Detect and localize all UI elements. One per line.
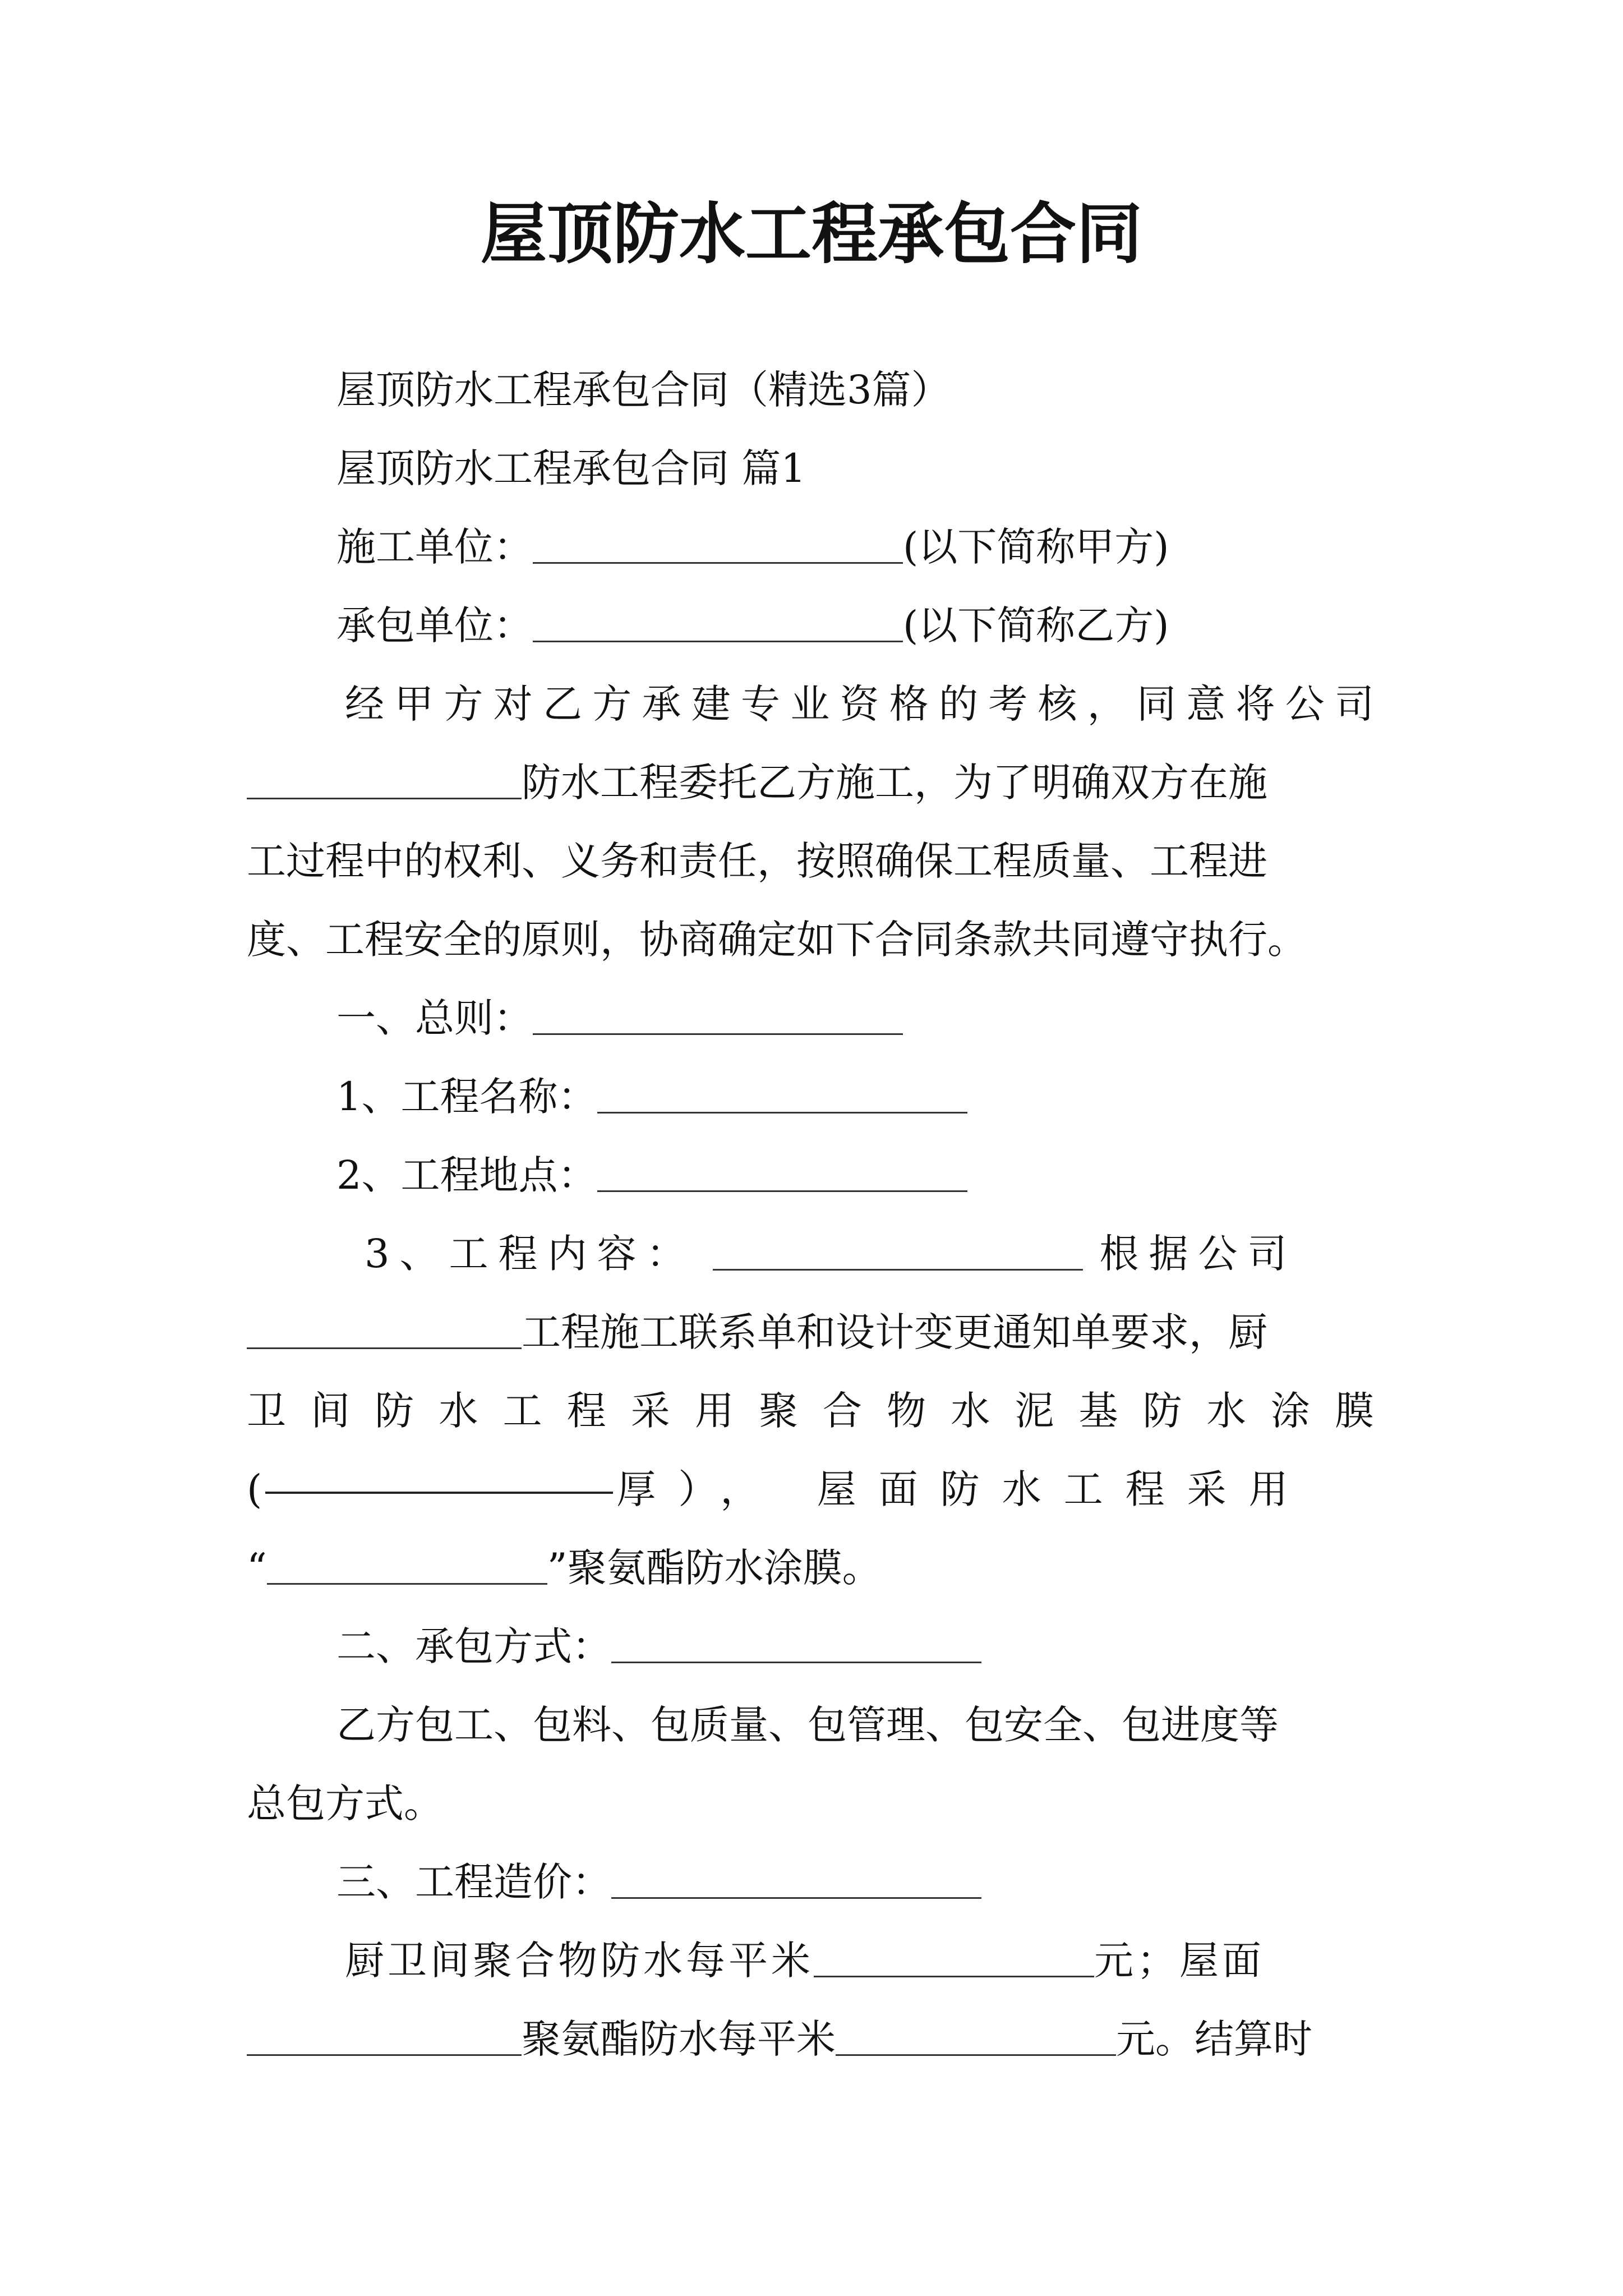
section2-heading: 二、承包方式： bbox=[336, 1623, 611, 1669]
document-title: 屋顶防水工程承包合同 bbox=[480, 195, 1142, 273]
section2-text-line-1 bbox=[247, 1688, 1374, 1761]
contractor-unit-row bbox=[247, 589, 1374, 662]
intro-line-4-text: 度、工程安全的原则，协商确定如下合同条款共同遵守执行。 bbox=[247, 917, 1307, 963]
thickness-dash-blank bbox=[265, 1492, 613, 1494]
intro-line-1 bbox=[247, 668, 1374, 740]
open-quote: “ bbox=[247, 1545, 267, 1591]
project-name-label: 1、工程名称： bbox=[336, 1074, 597, 1120]
intro-line-3-text: 工过程中的权利、义务和责任，按照确保工程质量、工程进 bbox=[247, 838, 1267, 884]
part-subtitle bbox=[247, 432, 1374, 505]
project-content-row bbox=[247, 1217, 1374, 1290]
price-line-2-text-b: 元。结算时 bbox=[1116, 2016, 1312, 2062]
price-line-1-text-a: 厨卫间聚合物防水每平米 bbox=[345, 1938, 814, 1984]
company-project-blank bbox=[247, 762, 522, 799]
project-content-line-2-text: 工程施工联系单和设计变更通知单要求，厨 bbox=[522, 1309, 1267, 1355]
section3-heading: 三、工程造价： bbox=[336, 1859, 611, 1905]
project-content-line-4 bbox=[247, 1453, 1374, 1526]
project-content-line-5-text: ”聚氨酯防水涂膜。 bbox=[547, 1545, 882, 1591]
contractor-unit-suffix: (以下简称乙方) bbox=[903, 602, 1169, 648]
part-subtitle-text: 屋顶防水工程承包合同 篇1 bbox=[336, 445, 806, 491]
price-line-1-text-b: 元；屋面 bbox=[1094, 1938, 1265, 1984]
section2-text-line-2-text: 总包方式。 bbox=[247, 1780, 443, 1826]
section3-heading-row bbox=[247, 1846, 1374, 1918]
construction-unit-row bbox=[247, 510, 1374, 583]
project-content-line-5 bbox=[247, 1531, 1374, 1604]
thickness-text: 厚）， 屋面防水工程采用 bbox=[616, 1466, 1311, 1512]
thickness-open-paren: ( bbox=[247, 1466, 262, 1512]
project-name-row bbox=[247, 1060, 1374, 1133]
price-line-2-text-a: 聚氨酯防水每平米 bbox=[522, 2016, 836, 2062]
project-content-line-3 bbox=[247, 1374, 1374, 1447]
intro-line-2-text: 防水工程委托乙方施工，为了明确双方在施 bbox=[522, 760, 1267, 806]
project-location-label: 2、工程地点： bbox=[336, 1152, 597, 1198]
section1-heading: 一、总则： bbox=[336, 995, 533, 1041]
intro-line-2 bbox=[247, 746, 1374, 819]
construction-unit-suffix: (以下简称甲方) bbox=[903, 524, 1169, 570]
section2-text-line-2 bbox=[247, 1767, 1374, 1840]
general-blank bbox=[533, 997, 903, 1035]
price-line-2 bbox=[247, 2003, 1374, 2076]
contractor-unit-label: 承包单位： bbox=[336, 602, 533, 648]
kitchen-bath-price-blank bbox=[814, 1940, 1094, 1977]
price-line-1 bbox=[247, 1924, 1374, 1997]
project-content-blank bbox=[713, 1233, 1083, 1271]
construction-unit-blank bbox=[533, 526, 903, 564]
roof-area-blank bbox=[247, 2018, 522, 2056]
section2-heading-row bbox=[247, 1610, 1374, 1683]
section2-text-line-1-text: 乙方包工、包料、包质量、包管理、包安全、包进度等 bbox=[336, 1702, 1279, 1748]
intro-line-1-text: 经甲方对乙方承建专业资格的考核，同意将公司 bbox=[345, 681, 1374, 727]
contract-method-blank bbox=[611, 1626, 981, 1663]
roof-material-blank bbox=[267, 1547, 547, 1585]
roof-price-blank bbox=[836, 2018, 1116, 2056]
project-content-line-2 bbox=[247, 1296, 1374, 1369]
project-name-blank bbox=[597, 1076, 967, 1114]
company-name-blank bbox=[247, 1312, 522, 1349]
project-location-row bbox=[247, 1139, 1374, 1212]
contractor-unit-blank bbox=[533, 605, 903, 642]
intro-line-3 bbox=[247, 825, 1374, 898]
collection-subtitle-text: 屋顶防水工程承包合同（精选3篇） bbox=[336, 367, 951, 413]
project-content-label: 3、工程内容： bbox=[365, 1231, 696, 1277]
project-content-line-3-text: 卫间防水工程采用聚合物水泥基防水涂膜 bbox=[247, 1388, 1374, 1434]
project-content-suffix: 根据公司 bbox=[1099, 1231, 1297, 1277]
project-cost-blank bbox=[611, 1861, 981, 1899]
collection-subtitle bbox=[247, 353, 1374, 426]
intro-line-4 bbox=[247, 903, 1374, 976]
section1-heading-row bbox=[247, 982, 1374, 1055]
project-location-blank bbox=[597, 1154, 967, 1192]
construction-unit-label: 施工单位： bbox=[336, 524, 533, 570]
